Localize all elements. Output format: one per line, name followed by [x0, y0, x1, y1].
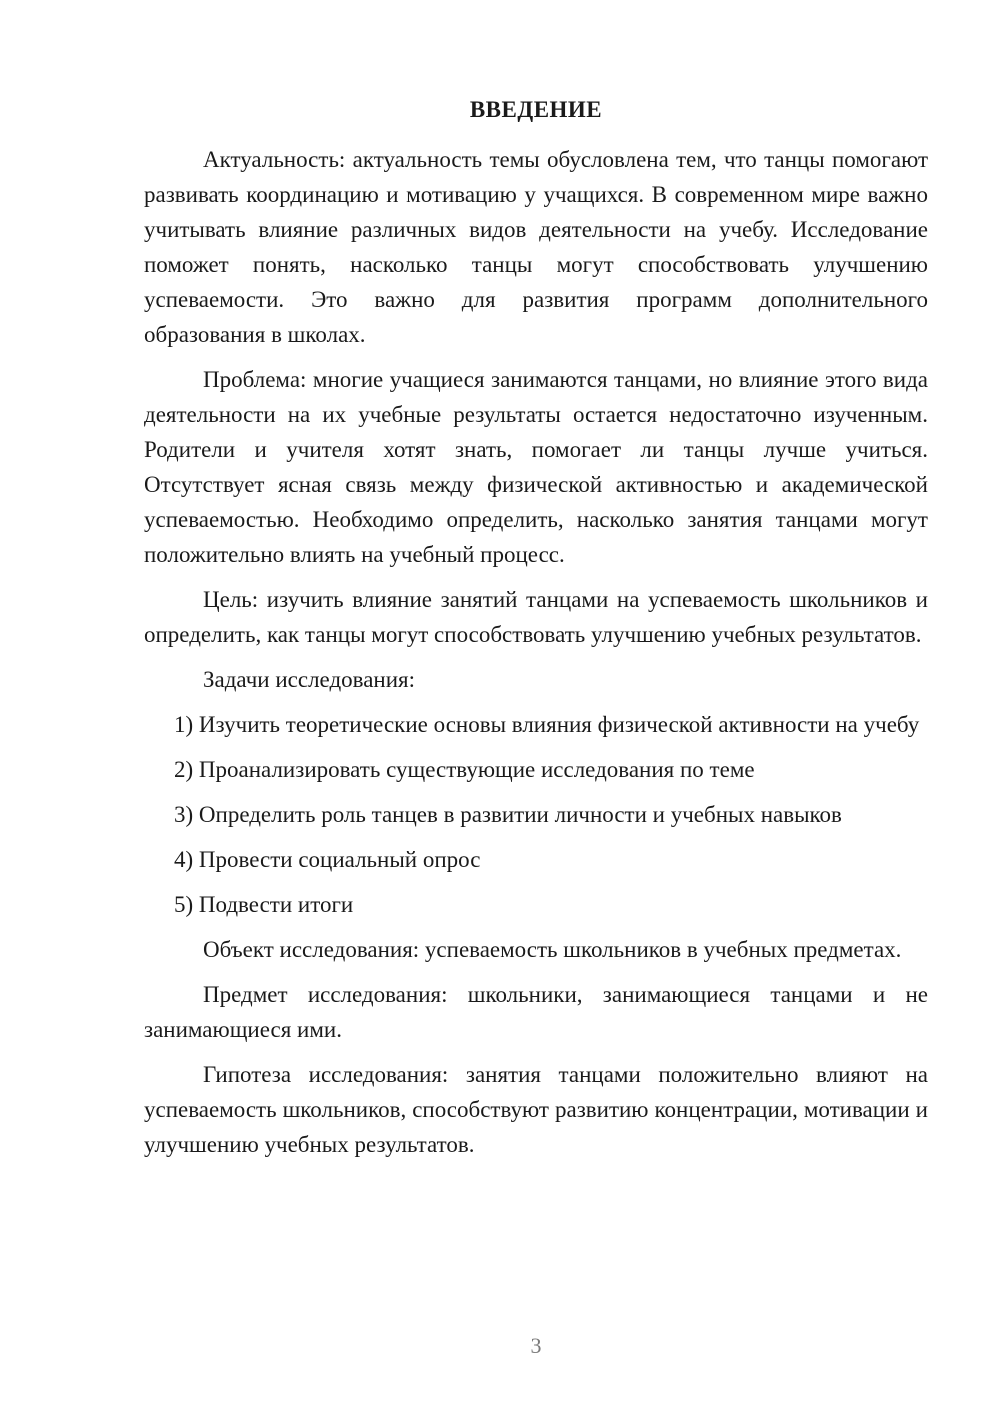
- task-item: 1) Изучить теоретические основы влияния физической активности на учебу: [174, 712, 920, 737]
- task-item: 3) Определить роль танцев в развитии личности и учебных навыков: [174, 802, 842, 827]
- task-item: 2) Проанализировать существующие исследования по теме: [174, 757, 755, 782]
- body-text: [144, 142, 928, 1172]
- task-item: 5) Подвести итоги: [174, 892, 354, 917]
- task-item: 4) Провести социальный опрос: [174, 847, 481, 872]
- section-heading: ВВЕДЕНИЕ: [469, 97, 603, 122]
- paragraph-goal: Цель: изучить влияние занятий танцами на успеваемость школьников и определить, как танцы могут способствовать улучшению учебных результатов.: [144, 587, 928, 647]
- paragraph-object: Объект исследования: успеваемость школьников в учебных предметах.: [203, 937, 902, 962]
- paragraph-subject: Предмет исследования: школьники, занимающиеся танцами и не занимающиеся ими.: [144, 982, 928, 1042]
- paragraph-hypothesis: Гипотеза исследования: занятия танцами положительно влияют на успеваемость школьников, способствуют развитию концентрации, мотивации и улучшению учебных результатов.: [144, 1062, 928, 1157]
- paragraph-problem: Проблема: многие учащиеся занимаются танцами, но влияние этого вида деятельности на их учебные результаты остается недостаточно изученным. Родители и учителя хотят знать, помогает ли танцы лучше учиться. Отсутствует ясная связь между физической активностью и академической успеваемостью. Необходимо определить, насколько занятия танцами могут положительно влиять на учебный процесс.: [144, 367, 928, 567]
- paragraph-tasks-heading: Задачи исследования:: [203, 667, 416, 692]
- page-number: 3: [530, 1333, 542, 1358]
- paragraph-relevance: Актуальность: актуальность темы обусловлена тем, что танцы помогают развивать координацию и мотивацию у учащихся. В современном мире важно учитывать влияние различных видов деятельности на учебу. Исследование поможет понять, насколько танцы могут способствовать улучшению успеваемости. Это важно для развития программ дополнительного образования в школах.: [144, 147, 928, 347]
